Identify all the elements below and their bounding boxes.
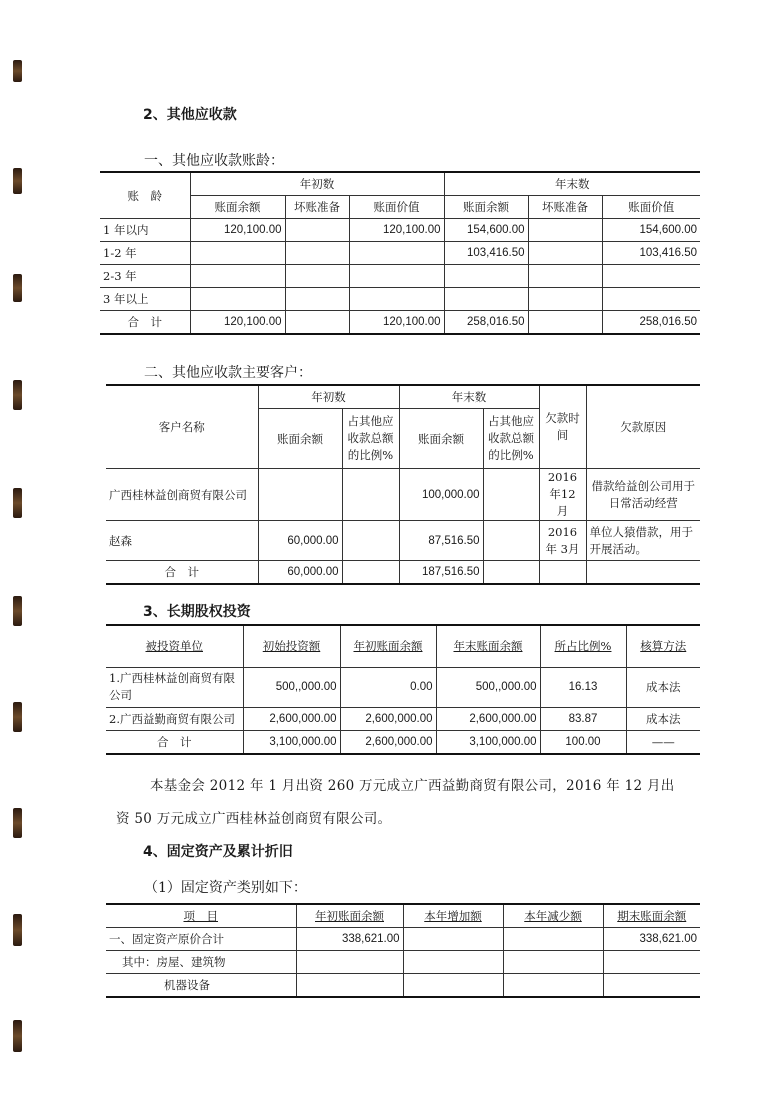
cell-value xyxy=(342,561,399,585)
cell-value: 338,621.00 xyxy=(603,928,700,951)
binder-hole xyxy=(13,702,22,732)
investment-table xyxy=(106,624,700,755)
col-header: 占其他应收款总额的比例% xyxy=(483,409,539,469)
cell-value: 120,100.00 xyxy=(190,219,285,242)
subsection-title: （1）固定资产类别如下： xyxy=(144,880,307,896)
col-header: 项 目 xyxy=(106,904,296,928)
cell-value: 187,516.50 xyxy=(399,561,483,585)
row-label: 合 计 xyxy=(106,561,258,585)
section-title: 2、其他应收款 xyxy=(143,107,237,123)
table-row xyxy=(106,974,700,998)
customer-name: 赵森 xyxy=(106,521,258,561)
unit-name: 1.广西桂林益创商贸有限公司 xyxy=(106,667,243,707)
cell-empty xyxy=(285,242,349,265)
cell-value: 154,600.00 xyxy=(444,219,528,242)
cell-value: 0.00 xyxy=(340,667,436,707)
cell-value xyxy=(483,521,539,561)
cell-value: 500,,000.00 xyxy=(436,667,540,707)
cell-empty xyxy=(528,311,602,335)
item-label: 其中：房屋、建筑物 xyxy=(106,951,296,974)
table-row xyxy=(100,265,700,288)
cell-empty xyxy=(285,219,349,242)
cell-value: 83.87 xyxy=(540,707,626,730)
col-header: 坏账准备 xyxy=(528,196,602,219)
cell-value xyxy=(403,974,503,998)
cell-method: —— xyxy=(626,730,700,754)
investment-note: 本基金会 2012 年 1 月出资 260 万元成立广西益勤商贸有限公司，2016 年 12 月出资 50 万元成立广西桂林益创商贸有限公司。 xyxy=(116,778,675,827)
customer-name: 广西桂林益创商贸有限公司 xyxy=(106,469,258,521)
col-header: 初始投资额 xyxy=(243,625,340,667)
cell-value: 2,600,000.00 xyxy=(243,707,340,730)
table-row xyxy=(106,951,700,974)
cell-value: 100.00 xyxy=(540,730,626,754)
header-end: 年末数 xyxy=(399,385,539,409)
cell-method: 成本法 xyxy=(626,707,700,730)
col-header: 所占比例% xyxy=(540,625,626,667)
cell-method: 成本法 xyxy=(626,667,700,707)
cell-value xyxy=(483,469,539,521)
col-header: 被投资单位 xyxy=(106,625,243,667)
cell-empty xyxy=(528,265,602,288)
cell-value xyxy=(503,951,603,974)
binder-hole xyxy=(13,60,22,82)
cell-value xyxy=(258,469,342,521)
cell-time: 2016 年 3月 xyxy=(539,521,586,561)
cell-value xyxy=(602,288,700,311)
cell-empty xyxy=(528,219,602,242)
cell-value: 3,100,000.00 xyxy=(243,730,340,754)
total-row xyxy=(106,561,700,585)
cell-value xyxy=(603,974,700,998)
cell-value: 60,000.00 xyxy=(258,521,342,561)
cell-value xyxy=(349,265,444,288)
row-label: 2-3 年 xyxy=(100,265,190,288)
cell-value: 2,600,000.00 xyxy=(340,730,436,754)
total-row xyxy=(100,311,700,335)
fixed-asset-table xyxy=(106,903,700,998)
col-header: 账面价值 xyxy=(349,196,444,219)
section-title: 4、固定资产及累计折旧 xyxy=(143,844,293,860)
cell-empty xyxy=(528,242,602,265)
cell-value xyxy=(190,242,285,265)
col-header: 核算方法 xyxy=(626,625,700,667)
cell-value xyxy=(296,951,403,974)
header-begin: 年初数 xyxy=(258,385,399,409)
cell-reason: 单位人猿借款，用于开展活动。 xyxy=(586,521,700,561)
col-header: 账面余额 xyxy=(399,409,483,469)
header-time: 欠款时间 xyxy=(539,385,586,469)
cell-value: 3,100,000.00 xyxy=(436,730,540,754)
cell-value: 120,100.00 xyxy=(190,311,285,335)
table-row xyxy=(106,667,700,707)
col-header: 年初账面余额 xyxy=(296,904,403,928)
binder-hole xyxy=(13,596,22,626)
item-label: 机器设备 xyxy=(106,974,296,998)
binder-hole xyxy=(13,914,22,946)
cell-value: 154,600.00 xyxy=(602,219,700,242)
cell-value xyxy=(444,265,528,288)
col-header: 本年增加额 xyxy=(403,904,503,928)
cell-value xyxy=(342,521,399,561)
cell-value xyxy=(483,561,539,585)
col-header: 本年减少额 xyxy=(503,904,603,928)
header-end: 年末数 xyxy=(444,172,700,196)
cell-value xyxy=(403,951,503,974)
table-row xyxy=(100,242,700,265)
customer-table xyxy=(106,384,700,585)
table-row xyxy=(100,219,700,242)
binder-hole xyxy=(13,274,22,302)
table-row xyxy=(106,707,700,730)
cell-value: 258,016.50 xyxy=(444,311,528,335)
cell-empty xyxy=(285,288,349,311)
cell-value xyxy=(190,265,285,288)
cell-value: 60,000.00 xyxy=(258,561,342,585)
cell-value xyxy=(349,288,444,311)
cell-value xyxy=(503,928,603,951)
cell-value xyxy=(444,288,528,311)
col-header: 期末账面余额 xyxy=(603,904,700,928)
col-header: 账面余额 xyxy=(444,196,528,219)
header-begin: 年初数 xyxy=(190,172,444,196)
cell-value xyxy=(602,265,700,288)
table-row xyxy=(100,288,700,311)
aging-table xyxy=(100,171,700,335)
cell-time xyxy=(539,561,586,585)
cell-reason: 借款给益创公司用于日常活动经营 xyxy=(586,469,700,521)
cell-empty xyxy=(285,265,349,288)
row-label: 3 年以上 xyxy=(100,288,190,311)
unit-name: 2.广西益勤商贸有限公司 xyxy=(106,707,243,730)
cell-value: 103,416.50 xyxy=(444,242,528,265)
item-label: 一、固定资产原价合计 xyxy=(106,928,296,951)
cell-value: 120,100.00 xyxy=(349,311,444,335)
cell-value: 2,600,000.00 xyxy=(436,707,540,730)
col-header: 占其他应收款总额的比例% xyxy=(342,409,399,469)
col-header: 年末账面余额 xyxy=(436,625,540,667)
row-label: 1 年以内 xyxy=(100,219,190,242)
header-reason: 欠款原因 xyxy=(586,385,700,469)
cell-value: 100,000.00 xyxy=(399,469,483,521)
row-label: 合 计 xyxy=(100,311,190,335)
cell-value: 258,016.50 xyxy=(602,311,700,335)
cell-value xyxy=(503,974,603,998)
cell-value xyxy=(190,288,285,311)
cell-value xyxy=(603,951,700,974)
row-label: 合 计 xyxy=(106,730,243,754)
cell-time: 2016 年12 月 xyxy=(539,469,586,521)
col-header: 账面余额 xyxy=(258,409,342,469)
header-age: 账 龄 xyxy=(100,172,190,219)
cell-value: 500,,000.00 xyxy=(243,667,340,707)
cell-value xyxy=(296,974,403,998)
col-header: 账面价值 xyxy=(602,196,700,219)
subsection-title: 一、其他应收款账龄： xyxy=(144,153,284,169)
cell-empty xyxy=(528,288,602,311)
binder-hole xyxy=(13,380,22,410)
cell-value: 16.13 xyxy=(540,667,626,707)
section-title: 3、长期股权投资 xyxy=(143,604,251,620)
row-label: 1-2 年 xyxy=(100,242,190,265)
binder-hole xyxy=(13,808,22,838)
cell-empty xyxy=(285,311,349,335)
cell-value: 87,516.50 xyxy=(399,521,483,561)
col-header: 账面余额 xyxy=(190,196,285,219)
col-header: 年初账面余额 xyxy=(340,625,436,667)
header-name: 客户名称 xyxy=(106,385,258,469)
binder-hole xyxy=(13,488,22,518)
total-row xyxy=(106,730,700,754)
cell-value: 120,100.00 xyxy=(349,219,444,242)
cell-value xyxy=(349,242,444,265)
cell-value: 2,600,000.00 xyxy=(340,707,436,730)
binder-hole xyxy=(13,168,22,194)
table-row xyxy=(106,521,700,561)
cell-value: 338,621.00 xyxy=(296,928,403,951)
subsection-title: 二、其他应收款主要客户： xyxy=(144,365,312,381)
binder-hole xyxy=(13,1020,22,1052)
cell-reason xyxy=(586,561,700,585)
table-row xyxy=(106,469,700,521)
col-header: 坏账准备 xyxy=(285,196,349,219)
cell-value: 103,416.50 xyxy=(602,242,700,265)
cell-value xyxy=(342,469,399,521)
table-row xyxy=(106,928,700,951)
cell-value xyxy=(403,928,503,951)
